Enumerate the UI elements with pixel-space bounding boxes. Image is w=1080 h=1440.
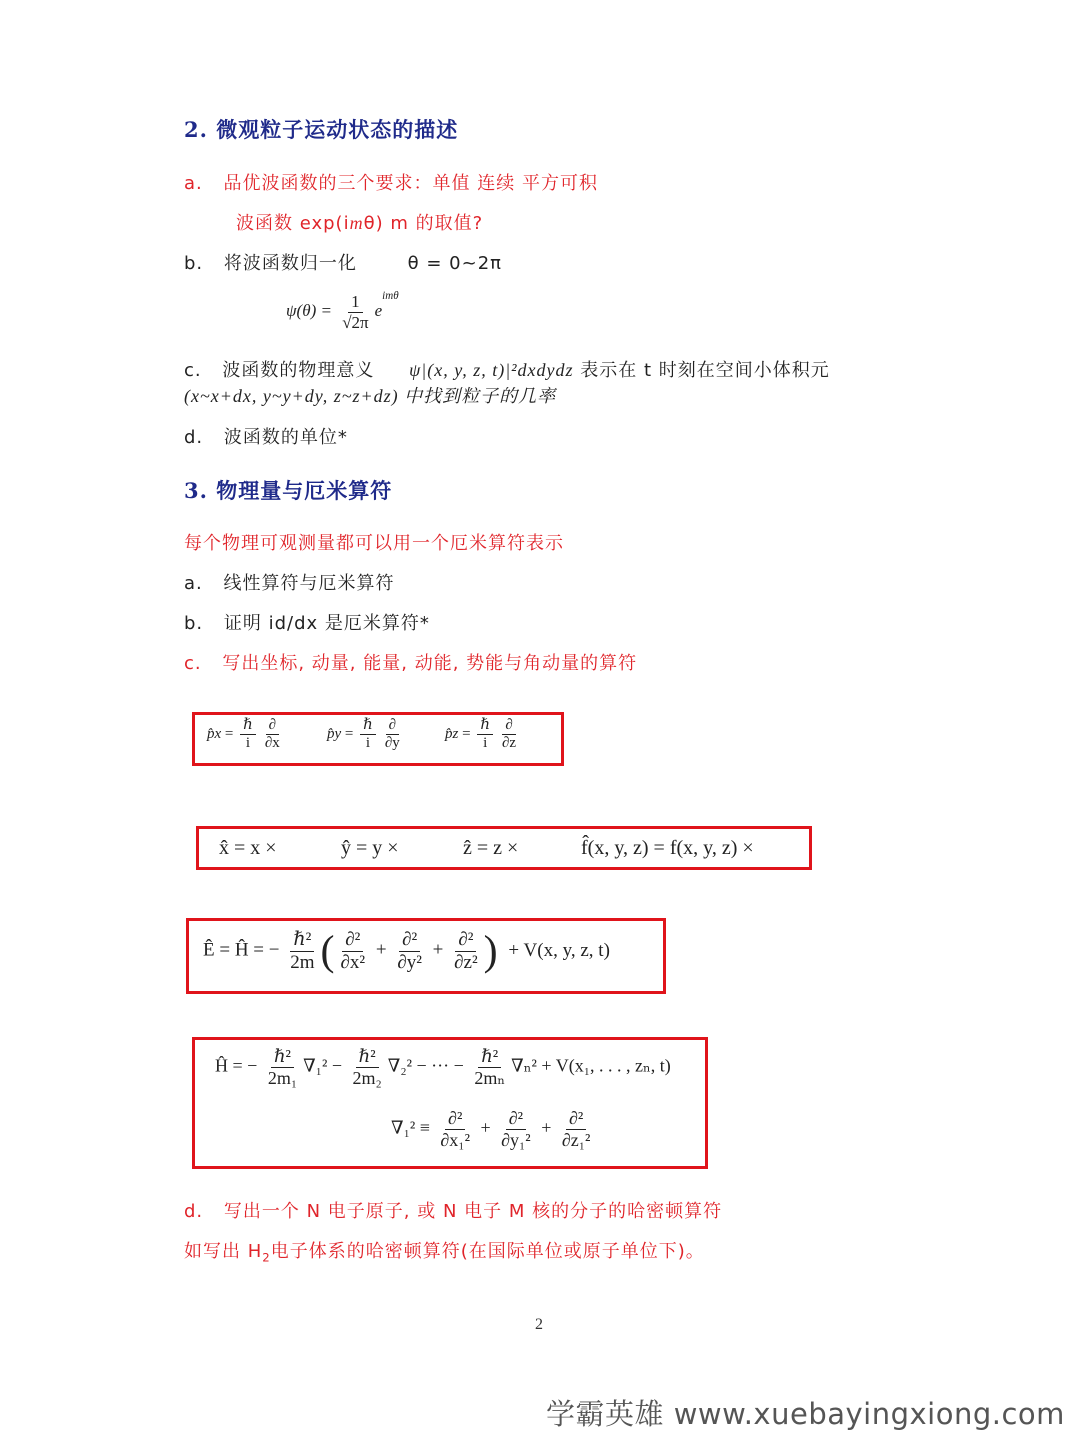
item-3d-line2: 如写出 $H_2$电子体系的哈密顿算符(在国际单位或原子单位下)。 <box>184 1241 705 1265</box>
normalized-wavefunction <box>286 292 399 332</box>
section-3-intro: 每个物理可观测量都可以用一个厄米算符表示 <box>184 533 564 554</box>
section-3-title: 3. 物理量与厄米算符 <box>184 478 393 503</box>
px-operator: p̂x = $\frac{\text{ℏ}}{i}$ $\frac{\partial}{\partial x}$ <box>207 717 280 752</box>
hamiltonian-box <box>186 918 666 994</box>
probability-density: ψ|(x, y, z, t)|²dxdydz <box>409 360 574 380</box>
pz-operator: p̂z = $\frac{\text{ℏ}}{i}$ $\frac{\partial}{\partial z}$ <box>445 717 517 752</box>
many-body-hamiltonian: Ĥ = − $\frac{\text{ℏ²}}{\text{2m₁}}$ ∇₁² − $\frac{\text{ℏ²}}{\text{2m₂}}$ ∇₂² − ··· − $\frac{\text{ℏ²}}{\text{2mₙ}}$ ∇ₙ² + V(x₁, . . . , zₙ, t) <box>215 1046 671 1088</box>
item-3a <box>184 569 395 595</box>
laplacian-definition: ∇₁² ≡ $\frac{\text{∂²}}{\text{∂x₁²}}$ + $\frac{\text{∂²}}{\text{∂y₁²}}$ + $\frac{\text{∂²}}{\text{∂z₁²}}$ <box>391 1108 591 1150</box>
item-text: 线性算符与厄米算符 <box>223 573 395 594</box>
hamiltonian-equation: Ê = Ĥ = − $\frac{\text{ℏ²}}{2m}$ ( $\frac{\text{∂²}}{\text{∂x²}}$ + $\frac{\text{∂²}}{\text{∂y²}}$ + $\frac{\text{∂²}}{\text{∂z²}}$ ) + V(x, y, z, t) <box>203 928 610 975</box>
item-text: 波函数的物理意义 <box>222 360 375 381</box>
item-3d <box>184 1197 722 1223</box>
item-text: 品优波函数的三个要求：单值 连续 平方可积 <box>223 173 598 194</box>
psi-lhs: ψ(θ) = <box>286 300 332 320</box>
item-label: a. <box>184 173 203 194</box>
position-operator-box <box>196 826 812 870</box>
py-operator: p̂y = $\frac{\text{ℏ}}{i}$ $\frac{\partial}{\partial y}$ <box>327 717 400 752</box>
y-operator: ŷ = y × <box>341 837 399 859</box>
theta-range: θ = 0~2π <box>407 253 502 274</box>
section-2-title: 2. 微观粒子运动状态的描述 <box>184 117 459 142</box>
item-label: b. <box>184 613 204 634</box>
item-2d <box>184 423 348 449</box>
wavefunction-exp: 波函数 exp(i <box>236 213 350 234</box>
item-text: 写出坐标, 动量, 能量, 动能, 势能与角动量的算符 <box>222 653 638 674</box>
z-operator: ẑ = z × <box>463 837 519 859</box>
item-2a <box>184 169 598 195</box>
item-text: 波函数的单位* <box>223 427 348 448</box>
momentum-operator-box <box>192 712 564 766</box>
item-label: c. <box>184 653 202 674</box>
item-2a-sub <box>236 209 483 235</box>
exp-base: e <box>374 300 383 320</box>
page-number: 2 <box>535 1316 543 1333</box>
item-text: 写出一个 N 电子原子, 或 N 电子 M 核的分子的哈密顿算符 <box>223 1201 723 1222</box>
item-text: 证明 id/dx 是厄米算符* <box>223 613 430 634</box>
item-3b <box>184 609 430 635</box>
f-operator: f̂(x, y, z) = f(x, y, z) × <box>581 837 754 859</box>
item-label: b. <box>184 253 204 274</box>
item-2c-line2: (x~x+dx, y~y+dy, z~z+dz) 中找到粒子的几率 <box>184 386 557 406</box>
item-label: d. <box>184 1201 204 1222</box>
m-variable: m <box>349 213 364 233</box>
item-text-2: 表示在 t 时刻在空间小体积元 <box>580 360 830 381</box>
item-label: a. <box>184 573 203 594</box>
item-label: d. <box>184 427 204 448</box>
many-body-hamiltonian-box <box>192 1037 708 1169</box>
x-operator: x̂ = x × <box>219 837 277 859</box>
normalization-fraction: $\frac{1}{√2\pi}$ <box>342 292 369 332</box>
item-3c <box>184 649 637 675</box>
m-question: θ) m 的取值? <box>363 213 484 234</box>
item-label: c. <box>184 360 202 381</box>
watermark: 学霸英雄 www.xuebayingxiong.com <box>546 1397 1065 1431</box>
exp-power: imθ <box>382 290 399 303</box>
item-2c <box>184 356 830 382</box>
item-2b <box>184 249 502 275</box>
item-text: 将波函数归一化 <box>223 253 357 274</box>
